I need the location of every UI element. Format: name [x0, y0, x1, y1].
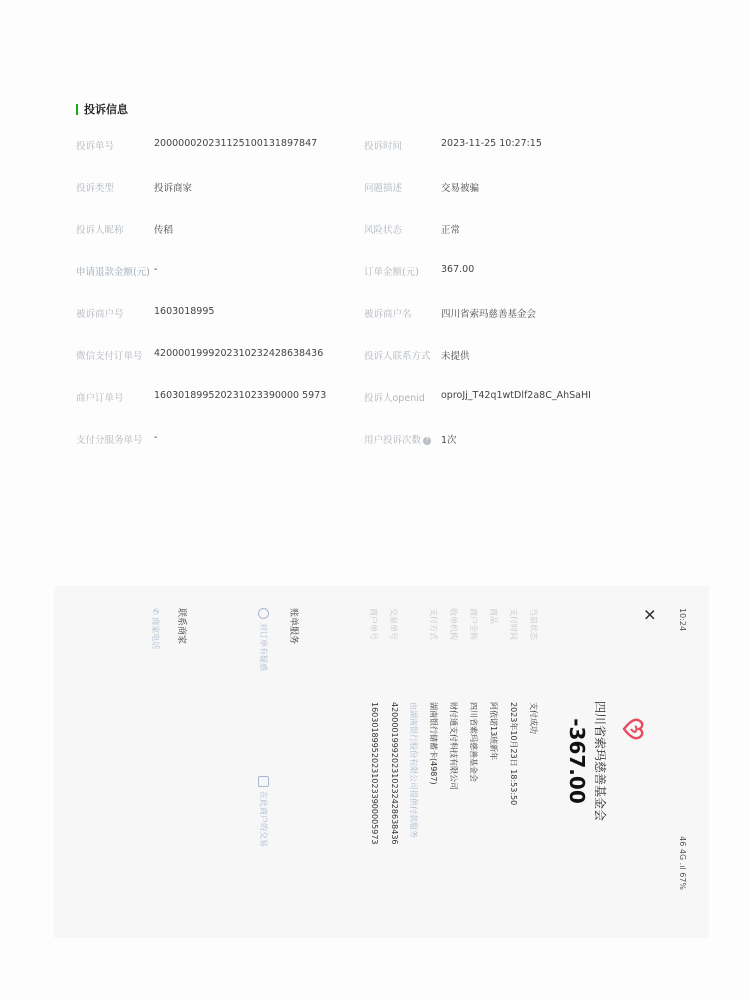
phone-icon: ✆ — [151, 608, 160, 618]
receipt-value: 2023年10月23日 18:53:50 — [509, 702, 518, 806]
payment-amount: -367.00 — [565, 718, 589, 804]
info-value: 367.00 — [441, 264, 475, 275]
info-label: 被诉商户名 — [364, 309, 412, 320]
question-icon — [258, 608, 269, 619]
info-value: - — [154, 432, 158, 443]
receipt-value: 湖南银行储蓄卡(4987) — [429, 702, 438, 785]
receipt-value: 四川省索玛慈善基金会 — [469, 702, 478, 782]
info-label — [364, 432, 431, 446]
order-question-link[interactable] — [258, 608, 269, 671]
payment-receipt — [54, 586, 709, 936]
info-row — [0, 306, 750, 324]
info-value: 交易被骗 — [441, 183, 480, 194]
info-value: 200000020231125100131897847 — [154, 138, 318, 149]
receipt-label: 支付方式 — [429, 608, 438, 640]
info-row — [0, 432, 750, 450]
receipt-row — [465, 586, 479, 936]
info-label: 投诉类型 — [76, 183, 115, 194]
info-label: 订单金额(元) — [364, 267, 419, 278]
info-row — [0, 138, 750, 156]
info-label: 投诉人昵称 — [76, 225, 124, 236]
receipt-row — [525, 586, 539, 936]
merchant-phone-link[interactable] — [150, 608, 161, 649]
info-value: 160301899520231023390000 5973 — [154, 390, 327, 401]
receipt-row — [385, 586, 399, 936]
status-indicators: 46 4G .ıl 67% — [678, 836, 687, 890]
info-value: 1次 — [441, 435, 457, 446]
info-value: - — [154, 264, 158, 275]
receipt-label: 商户单号 — [369, 608, 378, 640]
receipt-row — [425, 586, 439, 936]
status-time: 10:24 — [678, 608, 687, 632]
info-value: 传稻 — [154, 225, 174, 236]
receipt-label: 商品 — [489, 608, 498, 624]
info-value: oproJj_T42q1wtDlf2a8C_AhSaHI — [441, 390, 591, 401]
info-label: 支付分服务单号 — [76, 435, 143, 446]
merchant-transactions-link[interactable] — [258, 776, 269, 847]
receipt-label: 收单机构 — [449, 608, 458, 640]
info-label: 投诉单号 — [76, 141, 115, 152]
receipt-value: 支付成功 — [529, 702, 538, 734]
info-value: 1603018995 — [154, 306, 215, 317]
receipt-value: 1603018995202310233900005973 — [370, 702, 379, 845]
receipt-row — [365, 586, 379, 936]
order-question-label: 对订单有疑惑 — [259, 623, 268, 671]
receipt-row — [485, 586, 499, 936]
receipt-label: 交易单号 — [389, 608, 398, 640]
receipt-label: 商户全称 — [469, 608, 478, 640]
phone-status-bar — [673, 586, 687, 936]
contact-merchant-title: 联系商家 — [176, 608, 186, 645]
info-value: 2023-11-25 10:27:15 — [441, 138, 542, 149]
info-row — [0, 264, 750, 282]
help-icon: ? — [423, 437, 431, 445]
info-value: 未提供 — [441, 351, 470, 362]
info-value: 四川省索玛慈善基金会 — [441, 309, 537, 320]
info-label: 投诉人联系方式 — [364, 351, 431, 362]
info-row — [0, 390, 750, 408]
receipt-label: 支付时间 — [509, 608, 518, 640]
receipt-value: 4200001999202310232428638436 — [390, 702, 399, 845]
info-row — [0, 348, 750, 366]
receipt-value: 阿依诺13班新年 — [489, 702, 498, 761]
info-row — [0, 180, 750, 198]
info-label-text: 用户投诉次数 — [364, 435, 422, 446]
payment-provider-note: 由湖南银行股份有限公司提供付款服务 — [409, 702, 418, 838]
receipt-row — [505, 586, 519, 936]
list-icon — [258, 776, 269, 787]
merchant-phone-label: 商家电话 — [151, 617, 160, 650]
foundation-logo-icon — [621, 716, 647, 742]
receipt-value: 财付通支付科技有限公司 — [449, 702, 458, 790]
merchant-name: 四川省索玛慈善基金会 — [593, 700, 607, 821]
title-accent-bar — [76, 104, 78, 115]
info-label: 被诉商户号 — [76, 309, 124, 320]
info-label: 投诉人openid — [364, 393, 425, 404]
info-label: 风险状态 — [364, 225, 403, 236]
info-label: 商户订单号 — [76, 393, 124, 404]
info-label: 微信支付订单号 — [76, 351, 143, 362]
bill-service-title: 账单服务 — [288, 608, 298, 645]
info-label: 问题描述 — [364, 183, 403, 194]
info-row — [0, 222, 750, 240]
merchant-transactions-label: 在此商户的交易 — [259, 791, 268, 847]
info-value: 4200001999202310232428638436 — [154, 348, 324, 359]
receipt-label: 当前状态 — [529, 608, 538, 640]
close-icon[interactable]: ✕ — [640, 608, 659, 622]
section-title-text: 投诉信息 — [84, 103, 128, 116]
section-title — [76, 101, 128, 117]
info-label: 申请退款金额(元) — [76, 267, 150, 278]
receipt-row — [445, 586, 459, 936]
receipt-row — [405, 586, 419, 936]
info-value: 投诉商家 — [154, 183, 193, 194]
info-value: 正常 — [441, 225, 461, 236]
info-label: 投诉时间 — [364, 141, 403, 152]
